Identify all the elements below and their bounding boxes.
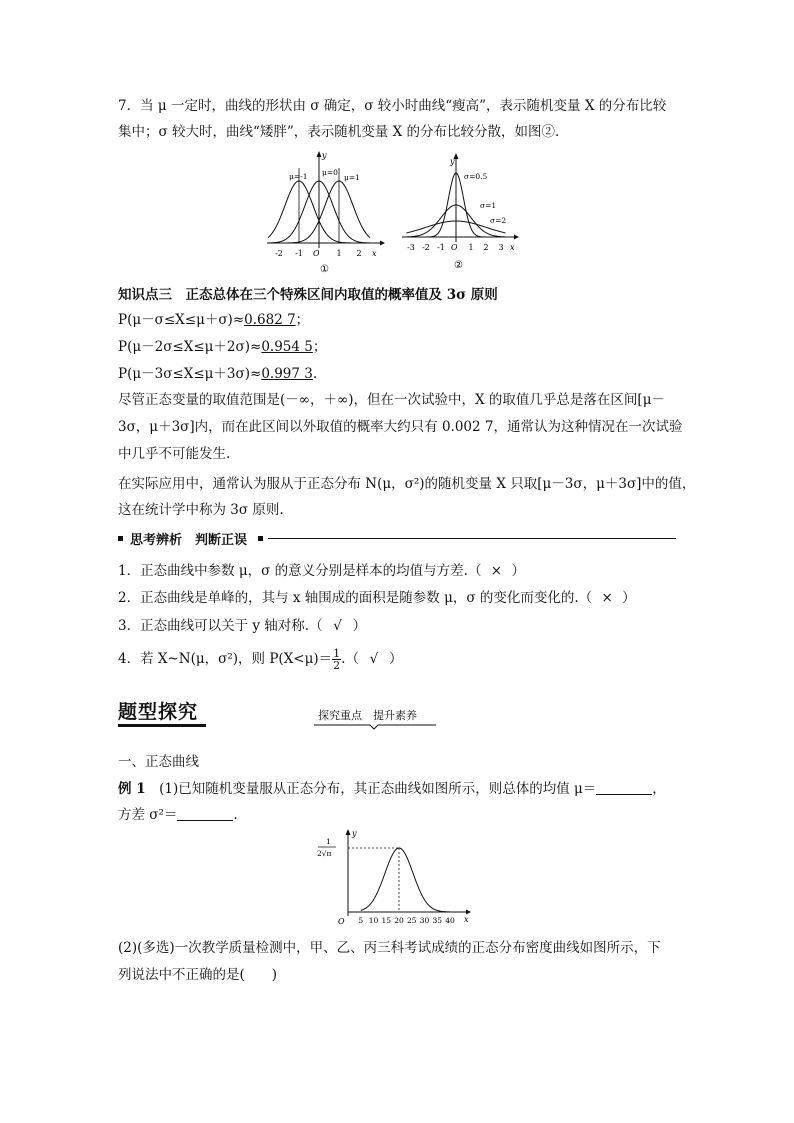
- kp3-para2-line2: 这在统计学中称为 3σ 原则.: [118, 502, 284, 518]
- think-item-1-close: ）: [511, 563, 525, 579]
- fig3-x-label: x: [464, 915, 469, 924]
- fig3-origin: O: [338, 917, 345, 926]
- think-item-2-mark: ×: [601, 590, 613, 606]
- think-item-4-mark: √: [369, 651, 379, 667]
- fig2-tick-1: 1: [468, 243, 474, 252]
- fig2-caption: ②: [454, 260, 463, 271]
- kp3-p3-value: 0.997 3: [261, 366, 313, 382]
- fig2-y-label: y: [450, 157, 455, 166]
- think-item-3-mark: √: [333, 618, 342, 634]
- kp3-p3-prefix: P(μ－3σ≤X≤μ＋3σ)≈: [118, 366, 262, 382]
- think-item-2-close: ）: [622, 590, 636, 606]
- figure-normal-curves-mu: [262, 148, 390, 276]
- fig2-origin: O: [451, 243, 458, 252]
- section-title: 题型探究: [118, 701, 199, 723]
- fig3-tick-30: 30: [419, 916, 430, 925]
- square-bullet-icon-right: [258, 536, 263, 541]
- fig3-tick-35: 35: [432, 916, 443, 925]
- example1-q1-text: (1)已知随机变量服从正态分布，其正态曲线如图所示，则总体的均值 μ＝: [159, 781, 597, 797]
- fraction-denominator: 2: [333, 659, 341, 672]
- kp3-prob-1: [118, 310, 309, 330]
- fig1-label-mu-0: μ=0: [322, 168, 338, 177]
- section-title-underbar: [118, 724, 206, 727]
- fig1-tick-1: 1: [336, 249, 342, 258]
- item7-line2: 集中；σ 较大时，曲线“矮胖”，表示随机变量 X 的分布比较分散，如图②.: [118, 124, 560, 140]
- fig1-x-label: x: [372, 249, 377, 258]
- think-header: [118, 531, 676, 547]
- kp3-prob-2: [118, 337, 326, 357]
- fraction-numerator: 1: [333, 647, 341, 660]
- fig2-tick-2: 2: [483, 243, 489, 252]
- kp3-p1-suffix: ；: [295, 312, 310, 328]
- kp3-p1-prefix: P(μ－σ≤X≤μ＋σ)≈: [118, 312, 245, 328]
- kp3-para2-line1: 在实际应用中，通常认为服从于正态分布 N(μ，σ²)的随机变量 X 只取[μ－3σ，μ＋3σ]中的值，: [118, 476, 696, 492]
- think-item-4-text: 4．若 X~N(μ，σ²)，则 P(X<μ)＝: [118, 651, 333, 667]
- fig1-tick--1: -1: [295, 249, 303, 258]
- fig3-tick-20: 20: [394, 916, 404, 925]
- kp3-para1-line2: 3σ，μ＋3σ]内，而在此区间以外取值的概率大约只有 0.002 7，通常认为这种情况在一次试验: [118, 419, 683, 435]
- fig3-y-label: y: [352, 829, 357, 838]
- fig3-y-tick-denominator: 2√π: [317, 849, 332, 858]
- example1-q2-line2: 列说法中不正确的是( ): [118, 967, 278, 983]
- fig3-curve: [361, 848, 450, 912]
- kp3-p1-value: 0.682 7: [244, 312, 296, 328]
- section-subtitle-underline: [314, 719, 436, 731]
- item7-line1: 7．当 μ 一定时，曲线的形状由 σ 确定，σ 较小时曲线“瘦高”，表示随机变量 X 的分布比较: [118, 98, 667, 114]
- figure-example-normal-curve: [312, 826, 478, 930]
- fig1-tick--2: -2: [275, 249, 283, 258]
- square-bullet-icon: [118, 536, 123, 541]
- answer-blank-mean[interactable]: [596, 780, 652, 795]
- fig3-tick-25: 25: [406, 916, 417, 925]
- think-item-1: [118, 561, 525, 581]
- think-item-4-close: ）: [388, 651, 403, 667]
- think-item-4-open: .（: [341, 651, 359, 667]
- think-item-1-mark: ×: [490, 563, 503, 579]
- kp3-p2-suffix: ；: [312, 339, 327, 355]
- fig1-y-label: y: [322, 151, 327, 160]
- fig2-x-label: x: [510, 243, 515, 252]
- think-item-1-text: 1．正态曲线中参数 μ，σ 的意义分别是样本的均值与方差.（: [118, 563, 482, 579]
- kp3-heading: 知识点三 正态总体在三个特殊区间内取值的概率值及 3σ 原则: [118, 287, 498, 303]
- fig2-label-sigma-05: σ=0.5: [464, 172, 488, 181]
- fig1-caption: ①: [320, 264, 329, 275]
- fig3-tick-5: 5: [358, 916, 364, 925]
- fig3-tick-15: 15: [381, 916, 392, 925]
- think-item-3-text: 3．正态曲线可以关于 y 轴对称.（: [118, 618, 323, 634]
- fig2-tick--3: -3: [407, 243, 415, 252]
- fig3-y-tick-numerator: 1: [326, 837, 331, 846]
- fraction-one-half: [332, 648, 341, 671]
- example1-q1-line1: [118, 779, 666, 799]
- think-item-4: [118, 648, 402, 671]
- figure-normal-curves-sigma: [398, 150, 524, 276]
- fig3-tick-10: 10: [368, 916, 379, 925]
- fig3-tick-40: 40: [445, 916, 455, 925]
- kp3-para1-line3: 中几乎不可能发生.: [118, 446, 231, 462]
- fig1-label-mu-neg1: μ=-1: [289, 172, 308, 181]
- think-item-3-close: ）: [352, 618, 367, 634]
- fig2-tick--2: -2: [422, 243, 430, 252]
- kp3-prob-3: [118, 364, 317, 384]
- fig2-tick--1: -1: [437, 243, 445, 252]
- section-subtitle: 探究重点 提升素养: [318, 709, 417, 722]
- section-banner: [118, 697, 436, 733]
- example1-q1-line2-end: .: [233, 807, 238, 823]
- fig1-origin: O: [313, 249, 320, 258]
- fig1-tick-2: 2: [356, 249, 362, 258]
- think-title: 思考辨析 判断正误: [130, 533, 248, 548]
- fig2-label-sigma-2: σ=2: [490, 216, 507, 225]
- answer-blank-variance[interactable]: [177, 806, 233, 821]
- example1-q1-line2: [118, 805, 238, 825]
- think-item-2-text: 2．正态曲线是单峰的，其与 x 轴围成的面积是随参数 μ，σ 的变化而变化的.（: [118, 590, 593, 606]
- kp3-p3-suffix: .: [312, 366, 318, 382]
- example1-q1-end: ，: [652, 781, 666, 797]
- kp3-p2-prefix: P(μ－2σ≤X≤μ＋2σ)≈: [118, 339, 262, 355]
- think-item-2: [118, 588, 636, 608]
- fig1-label-mu-1: μ=1: [344, 173, 360, 182]
- fig2-tick-3: 3: [498, 243, 504, 252]
- example1-label: 例 1: [118, 781, 146, 797]
- kp3-p2-value: 0.954 5: [261, 339, 313, 355]
- fig2-label-sigma-1: σ=1: [480, 201, 497, 210]
- kp3-para1-line1: 尽管正态变量的取值范围是(－∞，＋∞)，但在一次试验中，X 的取值几乎总是落在区间[μ－: [118, 392, 665, 408]
- example1-q1-line2-text: 方差 σ²＝: [118, 807, 178, 823]
- part1-title: 一、正态曲线: [118, 754, 199, 770]
- divider-line: [268, 538, 676, 539]
- example1-q2-line1: (2)(多选)一次教学质量检测中，甲、乙、丙三科考试成绩的正态分布密度曲线如图所示，下: [118, 940, 661, 956]
- think-item-3: [118, 616, 366, 636]
